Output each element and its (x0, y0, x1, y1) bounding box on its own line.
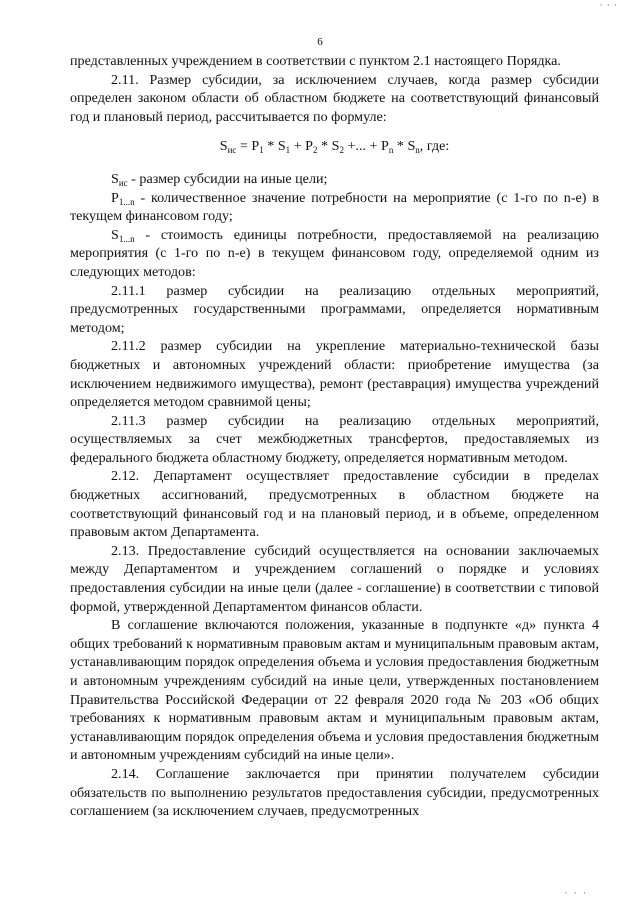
def1-sub: ис (118, 177, 128, 188)
formula-s: S (219, 138, 228, 155)
subsidy-formula (70, 126, 599, 170)
definition-p (70, 189, 599, 226)
paragraph-2-11-3: 2.11.3 размер субсидии на реализацию отдельных мероприятий, осуществляемых за счет межбюджетных трансфертов, предоставляемых из федерального бюджета областному бюджету, определяется нормативным методом. (70, 412, 599, 466)
paragraph-intro: представленных учреждением в соответствии с пунктом 2.1 настоящего Порядка. (70, 53, 561, 69)
formula-eq: = P (236, 138, 260, 155)
paragraph-2-11: 2.11. Размер субсидии, за исключением случаев, когда размер субсидии определен законом области об областном бюджете на соответствующий финансовый год и плановый период, рассчитывается по формуле: (70, 71, 599, 125)
def3-symbol: S (111, 226, 119, 243)
paragraph-agreement-provisions: В соглашение включаются положения, указанные в подпункте «д» пункта 4 общих требований к нормативным правовым актам и муниципальным правовым актам, устанавливающим порядок определения объема и условия предоставления бюджетным и автономным учреждениям субсидий на иные цели, утвержденных постановлением Правительства Российской Федерации от 22 февраля 2020 года № 203 «Об общих требованиях к нормативным правовым актам и муниципальным правовым актам, устанавливающим порядок определения объема и условия предоставления бюджетным и автономным учреждениям субсидий на иные цели». (70, 617, 599, 764)
paragraph-2-11-2: 2.11.2 размер субсидии на укрепление материально-технической базы бюджетных и автономных учреждений области: приобретение имущества (за исключением недвижимого имущества), ремонт (реставрация) имущества учреждений определяется методом сравнимой цены; (70, 338, 599, 411)
formula-t6: , где: (419, 138, 450, 155)
formula-p1-sub: 1 (259, 145, 264, 156)
formula-t4: +... + P (343, 138, 389, 155)
def2-sub: 1...n (118, 196, 135, 207)
def3-text: - стоимость единицы потребности, предоставляемой на реализацию мероприятия (с 1-го по n-е) в текущем финансовом году, определяемой одним из следующих методов: (70, 226, 599, 280)
formula-p2-sub: 2 (313, 145, 318, 156)
definition-s-unit (70, 226, 599, 282)
def2-symbol: P (111, 189, 119, 206)
formula-t2: + P (290, 138, 314, 155)
def1-text: - размер субсидии на иные цели; (127, 170, 328, 187)
paragraph-2-12: 2.12. Департамент осуществляет предоставление субсидии в пределах бюджетных ассигнований, предусмотренных в областном бюджете на соответствующий финансовый год и на плановый период, и в объеме, определенном правовым актом Департамента. (70, 468, 599, 541)
def2-text: - количественное значение потребности на мероприятие (с 1-го по n-е) в текущем финансовом году; (70, 189, 599, 225)
formula-s1-sub: 1 (285, 145, 291, 156)
formula-t3: * S (317, 138, 340, 155)
document-body (70, 52, 599, 821)
formula-s2-sub: 2 (339, 145, 344, 156)
page-number: 6 (317, 36, 323, 48)
formula-s-sub: ис (227, 145, 237, 156)
def1-symbol: S (111, 170, 119, 187)
formula-t5: * S (393, 138, 416, 155)
definition-s-total (70, 170, 599, 189)
corner-mark: · · · (599, 0, 618, 10)
formula-pn-sub: n (388, 145, 394, 156)
paragraph-2-14: 2.14. Соглашение заключается при принятии получателем субсидии обязательств по выполнению результатов предоставления субсидии, предусмотренных соглашением (за исключением случаев, предусмотренных (70, 765, 599, 820)
paragraph-2-13: 2.13. Предоставление субсидий осуществляется на основании заключаемых между Департаментом и учреждением соглашений о порядке и условиях предоставления субсидии на иные цели (далее - соглашение) в соответствии с типовой формой, утвержденной Департаментом финансов области. (70, 542, 599, 615)
def3-sub: 1...n (118, 233, 135, 244)
bottom-mark: · · · (564, 888, 588, 898)
formula-t1: * S (263, 138, 286, 155)
paragraph-2-11-1: 2.11.1 размер субсидии на реализацию отдельных мероприятий, предусмотренных государственными программами, определяется нормативным методом; (70, 282, 599, 336)
formula-sn-sub: n (415, 145, 420, 156)
